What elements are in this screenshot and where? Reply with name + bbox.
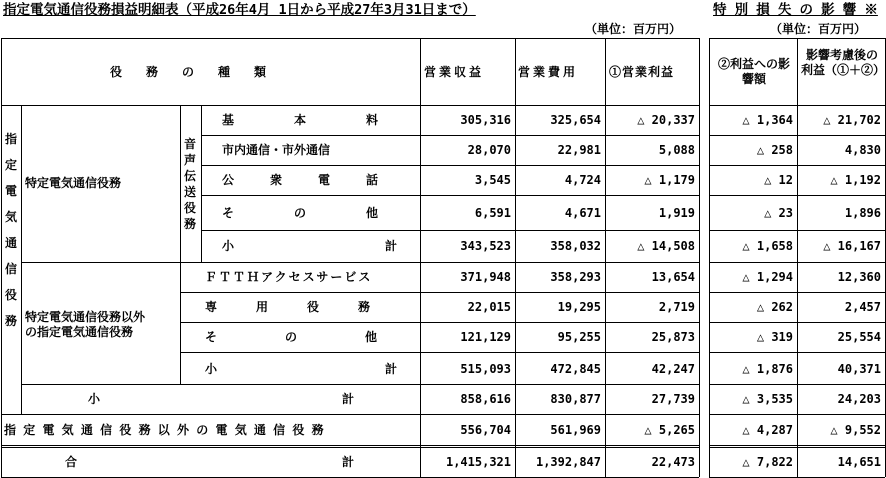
cell-revenue: 22,015 xyxy=(467,300,511,314)
cell-expense: 561,969 xyxy=(550,423,601,437)
cell-impact: △ 23 xyxy=(764,206,793,220)
row-label-kihonryo: 基 本 料 xyxy=(222,113,385,127)
cell-expense: 358,032 xyxy=(550,239,601,253)
cell-revenue: 858,616 xyxy=(460,392,511,406)
row-label-subtotal3-b: 計 xyxy=(342,392,355,406)
cell-revenue: 515,093 xyxy=(460,362,511,376)
cell-revenue: 305,316 xyxy=(460,113,511,127)
cell-revenue: 1,415,321 xyxy=(445,455,511,469)
header-impact: ②利益への影響額 xyxy=(717,57,790,86)
row-label-subtotal2-a: 小 xyxy=(205,362,218,376)
cell-profit: 2,719 xyxy=(658,300,695,314)
cell-revenue: 371,948 xyxy=(460,270,511,284)
row-label-total-a: 合 xyxy=(65,455,78,469)
cell-impact: △ 1,294 xyxy=(742,270,793,284)
label-non-tokutei: 特定電気通信役務以外 の指定電気通信役務 xyxy=(25,310,146,339)
cell-expense: 830,877 xyxy=(550,392,601,406)
cell-profit: △ 5,265 xyxy=(644,423,695,437)
cell-expense: 358,293 xyxy=(550,270,601,284)
cell-adjusted: △ 1,192 xyxy=(830,173,881,187)
cell-expense: 472,845 xyxy=(550,362,601,376)
cell-expense: 4,671 xyxy=(564,206,601,220)
row-label-subtotal2-b: 計 xyxy=(385,362,398,376)
unit-label-special: （単位：百万円） xyxy=(770,22,867,36)
cell-adjusted: 12,360 xyxy=(837,270,881,284)
header-op-profit: ①営業利益 xyxy=(609,65,675,79)
cell-impact: △ 1,658 xyxy=(742,239,793,253)
cell-impact: △ 262 xyxy=(756,300,793,314)
header-service-type: 役 務 の 種 類 xyxy=(110,65,273,79)
cell-adjusted: 25,554 xyxy=(837,330,881,344)
row-label-ftth: ＦＴＴＨアクセスサービス xyxy=(205,270,373,284)
cell-revenue: 3,545 xyxy=(474,173,511,187)
cell-profit: 1,919 xyxy=(658,206,695,220)
cell-adjusted: △ 16,167 xyxy=(823,239,881,253)
header-adjusted: 影響考慮後の利益（①＋②） xyxy=(801,48,886,77)
cell-adjusted: △ 9,552 xyxy=(830,423,881,437)
cell-expense: 325,654 xyxy=(550,113,601,127)
row-label-sonota1: そ の 他 xyxy=(222,206,385,220)
cell-impact: △ 4,287 xyxy=(742,423,793,437)
label-onsei-vertical: 音 声 伝 送 役 務 xyxy=(183,137,196,231)
cell-impact: △ 3,535 xyxy=(742,392,793,406)
row-label-senyo: 専 用 役 務 xyxy=(205,300,376,314)
cell-profit: 25,873 xyxy=(651,330,695,344)
cell-profit: △ 20,337 xyxy=(637,113,695,127)
cell-expense: 4,724 xyxy=(564,173,601,187)
cell-impact: △ 1,876 xyxy=(742,362,793,376)
cell-revenue: 556,704 xyxy=(460,423,511,437)
cell-profit: 5,088 xyxy=(658,143,695,157)
document-title: 指定電気通信役務損益明細表（平成26年4月 1日から平成27年3月31日まで） xyxy=(3,2,476,18)
cell-adjusted: 24,203 xyxy=(837,392,881,406)
cell-adjusted: △ 21,702 xyxy=(823,113,881,127)
cell-expense: 22,981 xyxy=(557,143,601,157)
row-label-sonota2: そ の 他 xyxy=(205,330,382,344)
row-label-total-b: 計 xyxy=(342,455,355,469)
cell-adjusted: 14,651 xyxy=(837,455,881,469)
header-revenue: 営業収益 xyxy=(424,65,485,79)
cell-revenue: 6,591 xyxy=(474,206,511,220)
cell-impact: △ 319 xyxy=(756,330,793,344)
cell-profit: 42,247 xyxy=(651,362,695,376)
cell-profit: △ 14,508 xyxy=(637,239,695,253)
row-label-subtotal1-a: 小 xyxy=(222,239,235,253)
cell-impact: △ 1,364 xyxy=(742,113,793,127)
unit-label-main: （単位：百万円） xyxy=(585,22,682,36)
cell-revenue: 121,129 xyxy=(460,330,511,344)
row-label-subtotal1-b: 計 xyxy=(385,239,398,253)
row-label-subtotal3-a: 小 xyxy=(88,392,101,406)
cell-profit: 27,739 xyxy=(651,392,695,406)
label-tokutei: 特定電気通信役務 xyxy=(25,176,122,190)
cell-adjusted: 1,896 xyxy=(844,206,881,220)
row-label-koshu: 公 衆 電 話 xyxy=(222,173,383,187)
row-label-shinai: 市内通信・市外通信 xyxy=(222,143,331,157)
cell-impact: △ 12 xyxy=(764,173,793,187)
cell-adjusted: 40,371 xyxy=(837,362,881,376)
cell-profit: △ 1,179 xyxy=(644,173,695,187)
cell-impact: △ 258 xyxy=(756,143,793,157)
cell-adjusted: 2,457 xyxy=(844,300,881,314)
cell-revenue: 28,070 xyxy=(467,143,511,157)
cell-expense: 19,295 xyxy=(557,300,601,314)
label-shitei-vertical: 指 定 電 気 通 信 役 務 xyxy=(4,132,17,328)
cell-impact: △ 7,822 xyxy=(742,455,793,469)
cell-expense: 1,392,847 xyxy=(535,455,601,469)
cell-expense: 95,255 xyxy=(557,330,601,344)
header-expense: 営業費用 xyxy=(518,65,579,79)
row-label-other-than-shitei: 指 定 電 気 通 信 役 務 以 外 の 電 気 通 信 役 務 xyxy=(4,423,324,437)
cell-profit: 13,654 xyxy=(651,270,695,284)
cell-adjusted: 4,830 xyxy=(844,143,881,157)
cell-revenue: 343,523 xyxy=(460,239,511,253)
cell-profit: 22,473 xyxy=(651,455,695,469)
special-loss-title: 特 別 損 失 の 影 響 ※ xyxy=(713,2,878,18)
